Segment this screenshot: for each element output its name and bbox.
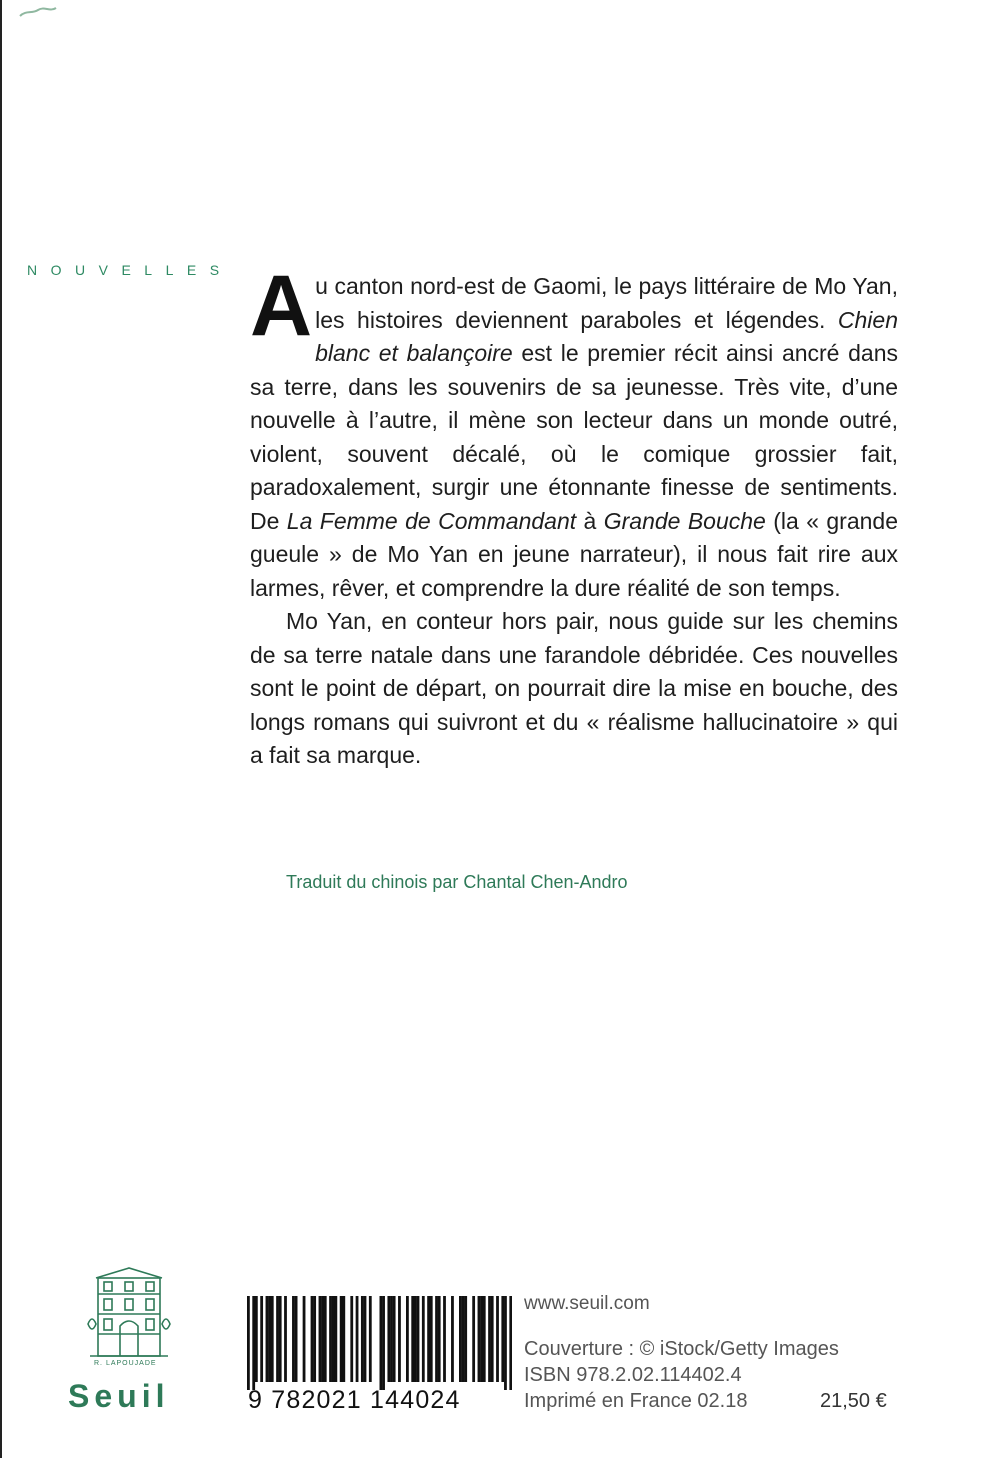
barcode-bar — [369, 1296, 372, 1382]
barcode-bar — [303, 1296, 306, 1382]
barcode-bar — [438, 1296, 441, 1382]
book-title: Grande Bouche — [603, 507, 766, 534]
barcode-bar — [295, 1296, 298, 1382]
barcode-bar — [411, 1296, 414, 1382]
barcode-bar — [427, 1296, 430, 1382]
barcode-bar — [509, 1296, 512, 1390]
barcode-bar — [464, 1296, 467, 1382]
barcode-bar — [342, 1296, 345, 1382]
barcode-bar — [483, 1296, 486, 1382]
logo-caption: R. LAPOUJADE — [94, 1360, 157, 1367]
barcode-bar — [266, 1296, 269, 1382]
barcode-bar — [361, 1296, 364, 1382]
blurb-run: (la « grande gueule » de Mo Yan en jeune narrateur), il nous fait rire aux larmes, rêver, et comprendre la dure réalité de son temps. — [250, 507, 898, 601]
barcode-bar — [334, 1296, 337, 1382]
barcode-bar — [504, 1296, 507, 1390]
barcode-bar — [340, 1296, 343, 1382]
barcode-bar — [380, 1296, 383, 1390]
barcode-digits: 9 782021 144024 — [248, 1386, 461, 1414]
cover-credit: Couverture : © iStock/Getty Images — [524, 1338, 839, 1360]
barcode-bar — [501, 1296, 504, 1382]
barcode-bar — [462, 1296, 465, 1382]
barcode-bar — [451, 1296, 454, 1382]
translator-credit: Traduit du chinois par Chantal Chen-Andro — [286, 872, 628, 892]
barcode-bar — [430, 1296, 433, 1382]
barcode-bar — [443, 1296, 446, 1382]
barcode-bar — [276, 1296, 279, 1382]
barcode-bar — [255, 1296, 258, 1382]
publisher-website: www.seuil.com — [524, 1293, 650, 1314]
blurb-run: u canton nord-est de Gaomi, le pays littéraire de Mo Yan, les histoires deviennent paraboles et légendes. — [315, 273, 898, 333]
barcode-bar — [279, 1296, 282, 1382]
isbn: ISBN 978.2.02.114402.4 — [524, 1364, 742, 1386]
barcode-bar — [311, 1296, 314, 1382]
barcode-bar — [332, 1296, 335, 1382]
barcode-bar — [284, 1296, 287, 1382]
printed-info: Imprimé en France 02.18 — [524, 1390, 748, 1412]
page-edge-line — [0, 0, 2, 1458]
barcode-bar — [480, 1296, 483, 1382]
blurb-paragraph-2: Mo Yan, en conteur hors pair, nous guide sur les chemins de sa terre natale dans une farandole débridée. Ces nouvelles sont le point de départ, on pourrait dire la mise en bouche, des longs romans qui suivront et du « réalisme hallucinatoire » qui a fait sa marque. — [250, 608, 898, 768]
barcode-bar — [319, 1296, 322, 1382]
barcode-bar — [260, 1296, 263, 1382]
barcode-bar — [321, 1296, 324, 1382]
barcode-bar — [393, 1296, 396, 1382]
price: 21,50 € — [820, 1390, 887, 1412]
blurb-paragraph-1 — [250, 258, 899, 605]
publisher-name: Seuil — [68, 1378, 170, 1414]
barcode-bar — [324, 1296, 327, 1382]
barcode-bar — [435, 1296, 438, 1382]
genre-label: NOUVELLES — [27, 262, 233, 278]
barcode-bar — [398, 1296, 401, 1382]
barcode-bar — [417, 1296, 420, 1382]
drop-cap: A — [250, 258, 313, 354]
barcode-bar — [252, 1296, 255, 1390]
barcode-bar — [350, 1296, 353, 1382]
building-illustration-icon — [86, 1264, 172, 1360]
barcode-bar — [292, 1296, 295, 1382]
barcode-bar — [406, 1296, 409, 1382]
barcode-bar — [491, 1296, 494, 1382]
barcode-bar — [329, 1296, 332, 1382]
blurb-run: à — [576, 507, 604, 534]
barcode-bar — [496, 1296, 499, 1382]
barcode-bar — [356, 1296, 359, 1382]
book-title: La Femme de Commandant — [286, 507, 577, 534]
barcode-bar — [247, 1296, 250, 1390]
barcode-bar — [478, 1296, 481, 1382]
barcode-bar — [472, 1296, 475, 1382]
barcode-bar — [414, 1296, 417, 1382]
barcode — [247, 1296, 512, 1390]
barcode-bar — [459, 1296, 462, 1382]
barcode-bar — [268, 1296, 271, 1382]
barcode-bar — [313, 1296, 316, 1382]
corner-smudge-icon — [18, 4, 58, 20]
barcode-bar — [271, 1296, 274, 1382]
barcode-bar — [364, 1296, 367, 1382]
barcode-bar — [382, 1296, 385, 1390]
book-title: Chien blanc et balançoire — [315, 306, 898, 366]
blurb-text — [250, 258, 899, 773]
barcode-bar — [387, 1296, 390, 1382]
blurb-run: est le premier récit ainsi ancré dans sa terre, dans les souvenirs de sa jeunesse. Très vite, d’une nouvelle à l’autre, il mène son lecteur dans un monde outré, violent, souvent décalé, où le comique grossier fait, paradoxalement, surgir une étonnante finesse de sentiments. De — [250, 340, 899, 534]
barcode-bar — [390, 1296, 393, 1382]
barcode-bar — [422, 1296, 425, 1382]
barcode-bar — [488, 1296, 491, 1382]
